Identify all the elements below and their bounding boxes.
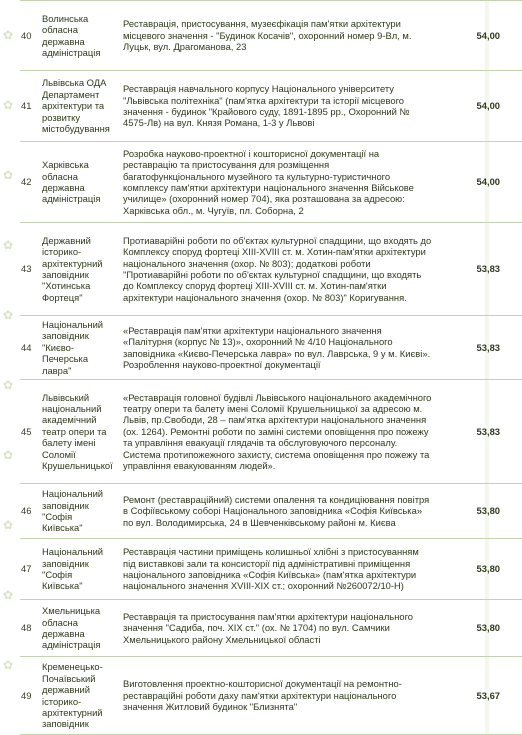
- row-description: Ремонт (реставраційний) системи опалення та кондиціювання повітря в Софіївському соборі Національного заповідника «Софія Київська» по вул. Володимирська, 24 в Шевченківському районі м. Києва: [117, 484, 437, 539]
- row-number: 41: [20, 71, 40, 142]
- row-number: 40: [20, 1, 40, 71]
- row-score: 53,80: [437, 484, 522, 539]
- table-row: [20, 142, 522, 223]
- left-ornament-strip: [0, 0, 20, 734]
- row-organization: Волинська обласна державна адміністрація: [40, 1, 117, 71]
- row-organization: Хмельницька обласна державна адміністрація: [40, 600, 117, 657]
- table-row: [20, 600, 522, 657]
- row-number: 46: [20, 484, 40, 539]
- table-row: [20, 539, 522, 600]
- row-number: 45: [20, 380, 40, 484]
- row-score: 53,83: [437, 223, 522, 316]
- row-organization: Національний заповідник "Софія Київська": [40, 484, 117, 539]
- row-description: Реставрація навчального корпусу Національного університету "Львівська політехніка" (пам'ятка архітектури та історії місцевого значення - будинок "Крайового суду, 1891-1895 рр., Охоронний № 4575-Лв) на вул. Князя Романа, 1-3 у Львові: [117, 71, 437, 142]
- row-description: Реставрація та пристосування пам'ятки архітектури національного значення "Садиба, поч. XIX ст." (ох. № 1704) по вул. Самчики Хмельницького району Хмельницької області: [117, 600, 437, 657]
- row-number: 44: [20, 316, 40, 380]
- row-number: 48: [20, 600, 40, 657]
- row-organization: Львівський національний академічний театр опери та балету імені Соломії Крушельницької: [40, 380, 117, 484]
- ornament-icon: ✿: [3, 378, 14, 392]
- row-score: 54,00: [437, 1, 522, 71]
- ornament-icon: ✿: [3, 308, 14, 322]
- row-number: 42: [20, 142, 40, 223]
- row-score: 53,80: [437, 539, 522, 600]
- row-organization: Львівська ОДА Департамент архітектури та розвитку містобудування: [40, 71, 117, 142]
- ornament-icon: ✿: [3, 168, 14, 182]
- ornament-icon: ✿: [3, 588, 14, 602]
- ornament-icon: ✿: [3, 238, 14, 252]
- row-score: 53,67: [437, 657, 522, 735]
- row-description: Виготовлення проектно-кошторисної документації на ремонтно-реставраційні роботи даху пам'ятки архітектури національного значення Житловий будинок "Близнята": [117, 657, 437, 735]
- projects-table: [20, 0, 522, 735]
- table-row: [20, 71, 522, 142]
- table-row: [20, 1, 522, 71]
- row-score: 54,00: [437, 71, 522, 142]
- table-row: [20, 657, 522, 735]
- row-score: 54,00: [437, 142, 522, 223]
- row-number: 49: [20, 657, 40, 735]
- ornament-icon: ✿: [3, 518, 14, 532]
- row-description: Реставрація частини приміщень колишньої хлібні з пристосуванням під виставкові зали та консисторії під адміністративні приміщення національного заповідника «Софія Київська» (пам'ятка архітектури національного значення XVIII-XIX ст.; охоронний №260072/10-Н): [117, 539, 437, 600]
- row-description: Розробка науково-проектної і кошторисної документації на реставрацію та пристосування для розміщення багатофункціонального музейного та культурно-туристичного комплексу пам'ятки архітектури національного значення Військове училище» (охоронний номер 704), яка розташована за адресою: Харківська обл., м. Чугуїв, пл. Соборна, 2: [117, 142, 437, 223]
- row-organization: Національний заповідник "Софія Київська": [40, 539, 117, 600]
- ornament-icon: ✿: [3, 658, 14, 672]
- row-number: 47: [20, 539, 40, 600]
- row-description: Протиаварійні роботи по об'єктах культурної спадщини, що входять до Комплексу споруд фортеці XIII-XVIII ст. м. Хотин-пам'ятки архітектури національного значення (охор. № 803); додаткові роботи "Протиаварійні роботи по об'єктах культурної спадщини, що входять до Комплексу споруд фортеці XIII-XVIII ст. м. Хотин-пам'ятки архітектури національного значення (охор. № 803)" Коригування.: [117, 223, 437, 316]
- table-row: [20, 316, 522, 380]
- table-row: [20, 223, 522, 316]
- row-description: Реставрація, пристосування, музеєфікація пам'ятки архітектури місцевого значення - "Будинок Косачів", охоронний номер 9-Вл, м. Луцьк, вул. Драгоманова, 23: [117, 1, 437, 71]
- row-organization: Кременецько-Почаївський державний історико-архітектурний заповідник: [40, 657, 117, 735]
- row-number: 43: [20, 223, 40, 316]
- ornament-icon: ✿: [3, 28, 14, 42]
- row-score: 53,80: [437, 600, 522, 657]
- ornament-icon: ✿: [3, 448, 14, 462]
- row-score: 53,83: [437, 380, 522, 484]
- table-row: [20, 380, 522, 484]
- row-organization: Національний заповідник "Києво-Печерська лавра": [40, 316, 117, 380]
- row-score: 53,83: [437, 316, 522, 380]
- row-description: «Реставрація головної будівлі Львівського національного академічного театру опери та балету імені Соломії Крушельницької за адресою м. Львів, пр.Свободи, 28 – пам'ятка архітектури національного значення (ох. 1264). Ремонтні роботи по заміні системи оповіщення про пожежу та управління евакуації глядачів та обслуговуючого персоналу. Система протипожежного захисту, система оповіщення про пожежу та управління евакуюванням людей».: [117, 380, 437, 484]
- row-organization: Харківська обласна державна адміністрація: [40, 142, 117, 223]
- row-description: «Реставрація пам'ятки архітектури національного значення «Палітурня (корпус № 13)», охоронний № 4/10 Національного заповідника «Києво-Печерська лавра» по вул. Лаврська, 9 у м. Києві». Розроблення науково-проектної документації: [117, 316, 437, 380]
- table-row: [20, 484, 522, 539]
- ornament-icon: ✿: [3, 98, 14, 112]
- row-organization: Державний історико-архітектурний заповідник "Хотинська Фортеця": [40, 223, 117, 316]
